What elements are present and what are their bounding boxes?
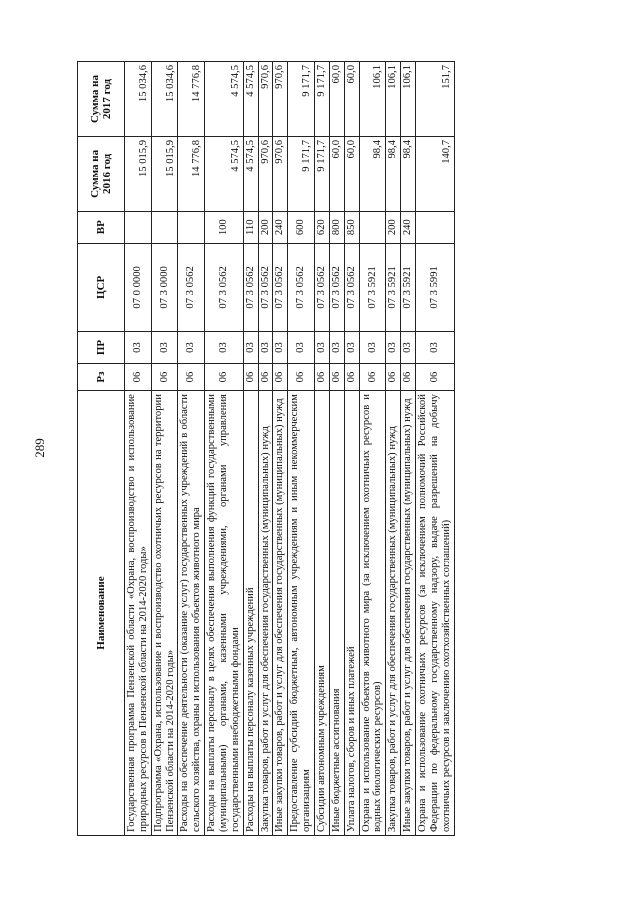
- cell-s2017: 60,0: [329, 62, 344, 137]
- cell-s2016: 970,6: [258, 136, 273, 211]
- cell-vr: 100: [205, 211, 244, 243]
- cell-pr: 03: [205, 332, 244, 364]
- cell-name: Закупка товаров, работ и услуг для обеспечения государственных (муниципальных) нужд: [386, 391, 401, 836]
- cell-vr: 200: [386, 211, 401, 243]
- cell-s2017: 9 171,7: [315, 62, 330, 137]
- cell-csr: 07 3 0562: [315, 243, 330, 332]
- cell-name: Уплата налогов, сборов и иных платежей: [344, 391, 359, 836]
- budget-table-container: [77, 61, 567, 836]
- table-row: [125, 62, 152, 836]
- cell-csr: 07 3 0562: [344, 243, 359, 332]
- table-row: [401, 62, 416, 836]
- table-row: [329, 62, 344, 836]
- table-row: [359, 62, 386, 836]
- cell-pr: 03: [258, 332, 273, 364]
- cell-s2017: 4 574,5: [243, 62, 258, 137]
- cell-rz: 06: [151, 363, 178, 390]
- table-row: [243, 62, 258, 836]
- cell-pr: 03: [329, 332, 344, 364]
- cell-s2016: 98,4: [386, 136, 401, 211]
- cell-rz: 06: [344, 363, 359, 390]
- cell-csr: 07 3 5991: [416, 243, 455, 332]
- table-row: [273, 62, 288, 836]
- cell-rz: 06: [416, 363, 455, 390]
- table-row: [315, 62, 330, 836]
- cell-vr: 800: [329, 211, 344, 243]
- cell-pr: 03: [344, 332, 359, 364]
- cell-pr: 03: [178, 332, 205, 364]
- cell-pr: 03: [151, 332, 178, 364]
- cell-vr: [359, 211, 386, 243]
- cell-name: Закупка товаров, работ и услуг для обеспечения государственных (муниципальных) нужд: [258, 391, 273, 836]
- cell-vr: 200: [258, 211, 273, 243]
- cell-vr: 600: [288, 211, 315, 243]
- cell-rz: 06: [288, 363, 315, 390]
- cell-s2017: 60,0: [344, 62, 359, 137]
- cell-s2016: 14 776,8: [178, 136, 205, 211]
- cell-name: Субсидии автономным учреждениям: [315, 391, 330, 836]
- cell-name: Охрана и использование объектов животного мира (за исключением охотничьих ресурсов и водных биологических ресурсов): [359, 391, 386, 836]
- cell-s2017: 106,1: [401, 62, 416, 137]
- header-sum-2017: Сумма на 2017 год: [78, 62, 125, 137]
- cell-name: Иные бюджетные ассигнования: [329, 391, 344, 836]
- cell-s2016: 4 574,5: [243, 136, 258, 211]
- table-row: [386, 62, 401, 836]
- cell-vr: 110: [243, 211, 258, 243]
- cell-s2016: 9 171,7: [288, 136, 315, 211]
- cell-pr: 03: [273, 332, 288, 364]
- cell-csr: 07 3 0562: [258, 243, 273, 332]
- cell-rz: 06: [386, 363, 401, 390]
- cell-name: Расходы на выплаты персоналу казенных учреждений: [243, 391, 258, 836]
- cell-rz: 06: [401, 363, 416, 390]
- cell-rz: 06: [178, 363, 205, 390]
- cell-pr: 03: [359, 332, 386, 364]
- cell-s2016: 98,4: [401, 136, 416, 211]
- cell-rz: 06: [125, 363, 152, 390]
- table-row: [151, 62, 178, 836]
- cell-name: Иные закупки товаров, работ и услуг для обеспечения государственных (муниципальных) нужд: [273, 391, 288, 836]
- cell-pr: 03: [243, 332, 258, 364]
- table-body: [125, 62, 455, 836]
- header-name: Наименование: [78, 391, 125, 836]
- header-rz: Рз: [78, 363, 125, 390]
- cell-csr: 07 3 0562: [273, 243, 288, 332]
- cell-s2017: 970,6: [258, 62, 273, 137]
- table-header-row: [78, 62, 125, 836]
- table-row: [205, 62, 244, 836]
- table-row: [258, 62, 273, 836]
- cell-name: Расходы на обеспечение деятельности (оказание услуг) государственных учреждений в области сельского хозяйства, охраны и использования объектов животного мира: [178, 391, 205, 836]
- cell-s2016: 15 015,9: [125, 136, 152, 211]
- cell-csr: 07 3 0000: [151, 243, 178, 332]
- cell-s2016: 9 171,7: [315, 136, 330, 211]
- cell-csr: 07 3 5921: [401, 243, 416, 332]
- cell-s2017: 14 776,8: [178, 62, 205, 137]
- cell-rz: 06: [273, 363, 288, 390]
- cell-pr: 03: [315, 332, 330, 364]
- cell-s2016: 98,4: [359, 136, 386, 211]
- table-row: [288, 62, 315, 836]
- cell-vr: [178, 211, 205, 243]
- cell-rz: 06: [359, 363, 386, 390]
- table-row: [416, 62, 455, 836]
- cell-name: Расходы на выплаты персоналу в целях обеспечения выполнения функций государственными (муниципальными) органами, казенными учреждениями, органами управления государственными внебюджетными фондами: [205, 391, 244, 836]
- cell-s2016: 15 015,9: [151, 136, 178, 211]
- table-row: [178, 62, 205, 836]
- cell-name: Государственная программа Пензенской области «Охрана, воспроизводство и использование природных ресурсов в Пензенской области на 2014-2020 годы»: [125, 391, 152, 836]
- cell-pr: 03: [386, 332, 401, 364]
- header-csr: ЦСР: [78, 243, 125, 332]
- cell-s2016: 140,7: [416, 136, 455, 211]
- cell-s2017: 15 034,6: [151, 62, 178, 137]
- cell-vr: 850: [344, 211, 359, 243]
- page-number: 289: [32, 438, 47, 458]
- cell-name: Охрана и использование охотничьих ресурсов (за исключением полномочий Российской Федерации по федеральному государственному надзору, выдаче разрешений на добычу охотничьих ресурсов и заключению охотхозяйственных соглашений): [416, 391, 455, 836]
- cell-s2017: 151,7: [416, 62, 455, 137]
- cell-rz: 06: [315, 363, 330, 390]
- cell-vr: 240: [401, 211, 416, 243]
- cell-s2017: 106,1: [359, 62, 386, 137]
- cell-pr: 03: [288, 332, 315, 364]
- cell-vr: 240: [273, 211, 288, 243]
- cell-s2016: 60,0: [344, 136, 359, 211]
- cell-csr: 07 3 0562: [205, 243, 244, 332]
- cell-pr: 03: [125, 332, 152, 364]
- cell-s2017: 15 034,6: [125, 62, 152, 137]
- cell-csr: 07 3 5921: [386, 243, 401, 332]
- cell-s2017: 9 171,7: [288, 62, 315, 137]
- cell-s2016: 60,0: [329, 136, 344, 211]
- cell-pr: 03: [401, 332, 416, 364]
- cell-csr: 07 3 5921: [359, 243, 386, 332]
- cell-vr: 620: [315, 211, 330, 243]
- header-pr: ПР: [78, 332, 125, 364]
- cell-name: Иные закупки товаров, работ и услуг для обеспечения государственных (муниципальных) нужд: [401, 391, 416, 836]
- cell-s2017: 970,6: [273, 62, 288, 137]
- cell-csr: 07 3 0562: [178, 243, 205, 332]
- cell-s2016: 4 574,5: [205, 136, 244, 211]
- cell-rz: 06: [329, 363, 344, 390]
- cell-csr: 07 3 0562: [329, 243, 344, 332]
- cell-s2017: 4 574,5: [205, 62, 244, 137]
- cell-csr: 07 0 0000: [125, 243, 152, 332]
- cell-name: Предоставление субсидий бюджетным, автономным учреждениям и иным некоммерческим организациям: [288, 391, 315, 836]
- header-sum-2016: Сумма на 2016 год: [78, 136, 125, 211]
- cell-csr: 07 3 0562: [288, 243, 315, 332]
- cell-pr: 03: [416, 332, 455, 364]
- cell-s2017: 106,1: [386, 62, 401, 137]
- cell-name: Подпрограмма «Охрана, использование и воспроизводство охотничьих ресурсов на территории Пензенской области на 2014-2020 годы»: [151, 391, 178, 836]
- budget-table: [77, 61, 455, 836]
- cell-s2016: 970,6: [273, 136, 288, 211]
- cell-csr: 07 3 0562: [243, 243, 258, 332]
- cell-rz: 06: [205, 363, 244, 390]
- header-vr: ВР: [78, 211, 125, 243]
- cell-vr: [125, 211, 152, 243]
- table-row: [344, 62, 359, 836]
- cell-vr: [416, 211, 455, 243]
- cell-rz: 06: [243, 363, 258, 390]
- cell-rz: 06: [258, 363, 273, 390]
- cell-vr: [151, 211, 178, 243]
